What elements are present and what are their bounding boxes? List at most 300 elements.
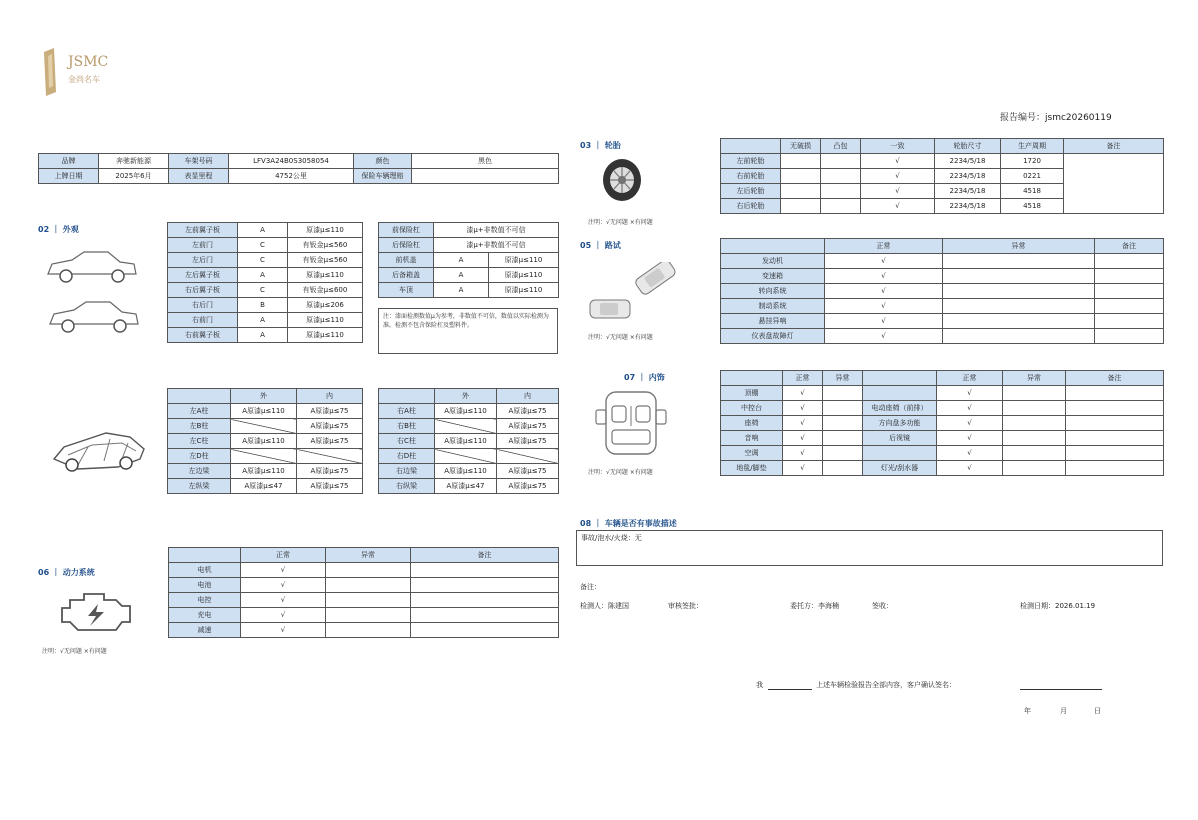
cell: 备注 xyxy=(1066,371,1164,386)
damage-box xyxy=(576,530,1163,566)
cell: 中控台 xyxy=(721,401,783,416)
cell xyxy=(1095,284,1164,299)
cell: 正常 xyxy=(937,371,1003,386)
seller: 委托方：李海楠 xyxy=(790,602,839,610)
label-insurance: 保险车辆理赔 xyxy=(354,169,412,184)
cell xyxy=(1003,401,1066,416)
cell xyxy=(326,623,411,638)
car-frame-icon xyxy=(48,425,148,477)
cell: A xyxy=(238,268,288,283)
table-row xyxy=(169,593,559,608)
table-row xyxy=(721,401,1164,416)
cell: A原漆μ≤110 xyxy=(435,464,497,479)
cell: 异常 xyxy=(943,239,1095,254)
cell: 正常 xyxy=(783,371,823,386)
cell: 地毯/脚垫 xyxy=(721,461,783,476)
cell: 1720 xyxy=(1001,154,1064,169)
cell xyxy=(231,419,297,434)
name-underline xyxy=(768,689,812,690)
cell: 左后翼子板 xyxy=(168,268,238,283)
paint-table-right xyxy=(378,222,559,298)
cell: 内 xyxy=(297,389,363,404)
cell: A原漆μ≤47 xyxy=(435,479,497,494)
table-row xyxy=(379,253,559,268)
table-row xyxy=(168,434,363,449)
cell: 转向系统 xyxy=(721,284,825,299)
cell: √ xyxy=(783,431,823,446)
cell: 左前门 xyxy=(168,238,238,253)
structure-table-right xyxy=(378,388,559,494)
table-row xyxy=(721,446,1164,461)
cell xyxy=(231,449,297,464)
table-row xyxy=(168,328,363,343)
cell: 左前翼子板 xyxy=(168,223,238,238)
cell: √ xyxy=(937,401,1003,416)
cell xyxy=(943,269,1095,284)
cell: 后备箱盖 xyxy=(379,268,434,283)
cell: 右后门 xyxy=(168,298,238,313)
section-title-power: 06 ｜ 动力系统 xyxy=(38,568,95,577)
cell xyxy=(823,461,863,476)
cell: A原漆μ≤75 xyxy=(497,464,559,479)
table-row xyxy=(169,623,559,638)
confirm-prefix: 我 xyxy=(756,681,763,689)
cell: A xyxy=(434,268,489,283)
caption-interior: 注明：√无问题 ×有问题 xyxy=(588,469,653,476)
cell: 右后翼子板 xyxy=(168,283,238,298)
cell: 右B柱 xyxy=(379,419,435,434)
cell: 4518 xyxy=(1001,184,1064,199)
cell: A原漆μ≤110 xyxy=(231,434,297,449)
cell: √ xyxy=(861,169,935,184)
table-row xyxy=(379,268,559,283)
table-row xyxy=(168,238,363,253)
cell: √ xyxy=(241,578,326,593)
cell xyxy=(823,386,863,401)
value-color: 黑色 xyxy=(412,154,559,169)
cell: 漆μ+非数值不可信 xyxy=(434,223,559,238)
cell: 减速 xyxy=(169,623,241,638)
cell: 座椅 xyxy=(721,416,783,431)
table-row xyxy=(168,464,363,479)
structure-table-left xyxy=(167,388,363,494)
cell xyxy=(1066,446,1164,461)
cell xyxy=(411,563,559,578)
table-row xyxy=(379,389,559,404)
cell xyxy=(1066,461,1164,476)
cell xyxy=(821,184,861,199)
table-row xyxy=(721,461,1164,476)
remarks-label: 备注： xyxy=(580,583,601,591)
cell xyxy=(943,254,1095,269)
cell: C xyxy=(238,253,288,268)
cell: A xyxy=(434,253,489,268)
cell: √ xyxy=(937,416,1003,431)
cell: √ xyxy=(241,623,326,638)
cell xyxy=(823,416,863,431)
cell: 正常 xyxy=(241,548,326,563)
table-row xyxy=(379,238,559,253)
cell: 原漆μ≤110 xyxy=(489,268,559,283)
cell: √ xyxy=(241,593,326,608)
cell: 方向盘多功能 xyxy=(863,416,937,431)
caption-road-test: 注明：√无问题 ×有问题 xyxy=(588,334,653,341)
cell: 4518 xyxy=(1001,199,1064,214)
cell xyxy=(863,371,937,386)
section-title-appearance: 02 ｜ 外观 xyxy=(38,225,79,234)
cell: 有钣金μ≤560 xyxy=(288,238,363,253)
table-row xyxy=(379,479,559,494)
table-row xyxy=(721,284,1164,299)
cell xyxy=(1095,254,1164,269)
table-row xyxy=(379,283,559,298)
cell xyxy=(497,449,559,464)
engine-icon xyxy=(56,586,136,636)
cell: 外 xyxy=(435,389,497,404)
date-month: 月 xyxy=(1060,707,1067,715)
cell: √ xyxy=(783,401,823,416)
value-mileage: 4752公里 xyxy=(229,169,354,184)
cell: √ xyxy=(937,461,1003,476)
cell: 轮胎尺寸 xyxy=(935,139,1001,154)
cell: 右D柱 xyxy=(379,449,435,464)
cell xyxy=(821,154,861,169)
table-row xyxy=(379,404,559,419)
cell: 内 xyxy=(497,389,559,404)
car-side-icon xyxy=(44,246,140,286)
cell: 左前轮胎 xyxy=(721,154,781,169)
cell: 原漆μ≤110 xyxy=(288,268,363,283)
cell: A原漆μ≤75 xyxy=(497,479,559,494)
table-row xyxy=(168,283,363,298)
logo xyxy=(40,46,140,98)
cell: 悬挂异响 xyxy=(721,314,825,329)
tire-table xyxy=(720,138,1164,214)
cell: 左后轮胎 xyxy=(721,184,781,199)
cell: 异常 xyxy=(823,371,863,386)
cell xyxy=(863,386,937,401)
table-row xyxy=(168,419,363,434)
table-row xyxy=(168,253,363,268)
cell xyxy=(435,449,497,464)
section-title-tires: 03 ｜ 轮胎 xyxy=(580,141,621,150)
cell: √ xyxy=(825,284,943,299)
table-row xyxy=(721,139,1164,154)
cell xyxy=(379,389,435,404)
table-row xyxy=(721,254,1164,269)
report-number: 报告编号：jsmc20260119 xyxy=(1000,113,1112,123)
caption-power: 注明：√无问题 ×有问题 xyxy=(42,648,107,655)
crash-cars-icon xyxy=(586,262,678,324)
cell: 有钣金μ≤560 xyxy=(288,253,363,268)
cell: C xyxy=(238,238,288,253)
cell: √ xyxy=(783,386,823,401)
cell xyxy=(821,199,861,214)
cell: A原漆μ≤75 xyxy=(297,419,363,434)
logo-mark-icon xyxy=(40,46,62,98)
cell xyxy=(1095,269,1164,284)
cell: A原漆μ≤75 xyxy=(497,434,559,449)
cell: 电控 xyxy=(169,593,241,608)
cell: 右A柱 xyxy=(379,404,435,419)
cell xyxy=(168,389,231,404)
cell xyxy=(169,548,241,563)
cell xyxy=(411,578,559,593)
cell: A原漆μ≤75 xyxy=(297,479,363,494)
cell: A原漆μ≤110 xyxy=(231,464,297,479)
table-row xyxy=(721,371,1164,386)
cell: 音响 xyxy=(721,431,783,446)
cell: 变速箱 xyxy=(721,269,825,284)
cell: 制动系统 xyxy=(721,299,825,314)
tire-remark-cell xyxy=(1064,154,1164,214)
cell: √ xyxy=(241,608,326,623)
table-row xyxy=(168,389,363,404)
cell: A原漆μ≤110 xyxy=(435,434,497,449)
cell: 仪表盘故障灯 xyxy=(721,329,825,344)
cell: √ xyxy=(825,269,943,284)
cell: 左纵梁 xyxy=(168,479,231,494)
cell: 左D柱 xyxy=(168,449,231,464)
cell xyxy=(1095,314,1164,329)
cell: 车顶 xyxy=(379,283,434,298)
cell: C xyxy=(238,283,288,298)
cell: √ xyxy=(937,431,1003,446)
cell xyxy=(411,608,559,623)
cell: √ xyxy=(825,314,943,329)
cell: 2234/5/18 xyxy=(935,199,1001,214)
cell xyxy=(297,449,363,464)
cell: 原漆μ≤206 xyxy=(288,298,363,313)
cell: √ xyxy=(861,184,935,199)
cell xyxy=(721,239,825,254)
paint-table-left xyxy=(167,222,363,343)
cell: 一致 xyxy=(861,139,935,154)
damage-content: 事故/泡水/火烧：无 xyxy=(581,534,642,542)
cell: 灯光/刮水器 xyxy=(863,461,937,476)
interior-table xyxy=(720,370,1164,476)
cell: √ xyxy=(783,446,823,461)
cell: 凸包 xyxy=(821,139,861,154)
cell: 右边梁 xyxy=(379,464,435,479)
value-insurance xyxy=(412,169,559,184)
cell xyxy=(721,139,781,154)
cell xyxy=(821,169,861,184)
table-row xyxy=(169,548,559,563)
cell: 后视镜 xyxy=(863,431,937,446)
cell xyxy=(1003,446,1066,461)
cell: 右纵梁 xyxy=(379,479,435,494)
cell: √ xyxy=(937,386,1003,401)
cell: 0221 xyxy=(1001,169,1064,184)
cell: √ xyxy=(937,446,1003,461)
cell: A原漆μ≤75 xyxy=(297,404,363,419)
table-row xyxy=(379,223,559,238)
table-row xyxy=(168,404,363,419)
cell xyxy=(1003,416,1066,431)
cell: 顶棚 xyxy=(721,386,783,401)
table-row xyxy=(721,299,1164,314)
label-mileage: 表显里程 xyxy=(169,169,229,184)
cell xyxy=(721,371,783,386)
cell: 外 xyxy=(231,389,297,404)
cell: 左A柱 xyxy=(168,404,231,419)
value-brand: 奔驰新能源 xyxy=(99,154,169,169)
cell: 2234/5/18 xyxy=(935,169,1001,184)
section-title-road-test: 05 ｜ 路试 xyxy=(580,241,621,250)
cell: √ xyxy=(861,199,935,214)
cell: 原漆μ≤110 xyxy=(288,328,363,343)
cell xyxy=(1066,431,1164,446)
table-row xyxy=(721,416,1164,431)
cell: 电动座椅（前排） xyxy=(863,401,937,416)
cell: A xyxy=(238,313,288,328)
value-vin: LFV3A24B0S3058054 xyxy=(229,154,354,169)
cell: A原漆μ≤75 xyxy=(297,434,363,449)
confirm-text: 上述车辆检验报告全部内容，客户确认签名： xyxy=(816,681,956,689)
cell: A xyxy=(238,223,288,238)
cell xyxy=(435,419,497,434)
cell xyxy=(1095,329,1164,344)
table-row xyxy=(39,154,559,169)
buyer: 签收： xyxy=(872,602,893,610)
table-row xyxy=(168,268,363,283)
cell: 2234/5/18 xyxy=(935,154,1001,169)
cell: 异常 xyxy=(1003,371,1066,386)
cell: √ xyxy=(783,416,823,431)
cell: A原漆μ≤110 xyxy=(435,404,497,419)
cell xyxy=(1066,401,1164,416)
cell: A xyxy=(434,283,489,298)
cell: 备注 xyxy=(1095,239,1164,254)
cell xyxy=(1095,299,1164,314)
cell: 右前翼子板 xyxy=(168,328,238,343)
cell: 发动机 xyxy=(721,254,825,269)
cell: √ xyxy=(861,154,935,169)
table-row xyxy=(168,298,363,313)
label-brand: 品牌 xyxy=(39,154,99,169)
paint-note: 注：漆面检测数值μ为参考，非数值不可信，数值以实际检测为准。检测不包含保险杠及塑料件。 xyxy=(378,308,558,354)
logo-sub: 金尚名车 xyxy=(68,75,100,84)
cell: 右前轮胎 xyxy=(721,169,781,184)
cell xyxy=(1003,386,1066,401)
cell: 左边梁 xyxy=(168,464,231,479)
tire-icon xyxy=(600,157,644,203)
inspection-date: 检测日期：2026.01.19 xyxy=(1020,602,1096,610)
cell: 右前门 xyxy=(168,313,238,328)
cell xyxy=(1066,386,1164,401)
table-row xyxy=(379,449,559,464)
cell: 左B柱 xyxy=(168,419,231,434)
cell: 电机 xyxy=(169,563,241,578)
cell xyxy=(1066,416,1164,431)
cell: 无破损 xyxy=(781,139,821,154)
cell: √ xyxy=(825,329,943,344)
table-row xyxy=(721,239,1164,254)
cell: √ xyxy=(241,563,326,578)
cell xyxy=(326,593,411,608)
table-row xyxy=(39,169,559,184)
cell: 前保险杠 xyxy=(379,223,434,238)
cell: 空调 xyxy=(721,446,783,461)
section-title-interior: 07 ｜ 内饰 xyxy=(624,373,665,382)
section-title-damage: 08 ｜ 车辆是否有事故描述 xyxy=(580,519,677,528)
cell: 备注 xyxy=(411,548,559,563)
car-side-icon xyxy=(46,296,142,336)
cell: 原漆μ≤110 xyxy=(489,283,559,298)
cell xyxy=(943,284,1095,299)
road-test-table xyxy=(720,238,1164,344)
cell xyxy=(943,314,1095,329)
cell: A原漆μ≤75 xyxy=(297,464,363,479)
cell: 有钣金μ≤600 xyxy=(288,283,363,298)
power-table xyxy=(168,547,559,638)
cell xyxy=(943,299,1095,314)
cell: 左C柱 xyxy=(168,434,231,449)
cell: 左后门 xyxy=(168,253,238,268)
table-row xyxy=(168,479,363,494)
cell: A xyxy=(238,328,288,343)
table-row xyxy=(721,154,1164,169)
table-row xyxy=(379,419,559,434)
value-reg-date: 2025年6月 xyxy=(99,169,169,184)
table-row xyxy=(721,431,1164,446)
cell: √ xyxy=(783,461,823,476)
table-row xyxy=(169,578,559,593)
cell: √ xyxy=(825,299,943,314)
cell: A原漆μ≤75 xyxy=(497,419,559,434)
table-row xyxy=(168,223,363,238)
cell xyxy=(781,184,821,199)
caption-tires: 注明：√无问题 ×有问题 xyxy=(588,219,653,226)
label-color: 颜色 xyxy=(354,154,412,169)
cell: B xyxy=(238,298,288,313)
cell xyxy=(781,169,821,184)
table-row xyxy=(169,608,559,623)
vehicle-info-table xyxy=(38,153,559,184)
cell: 原漆μ≤110 xyxy=(489,253,559,268)
table-row xyxy=(721,269,1164,284)
cell: 充电 xyxy=(169,608,241,623)
table-row xyxy=(168,313,363,328)
car-interior-icon xyxy=(594,388,668,458)
cell: A原漆μ≤75 xyxy=(497,404,559,419)
cell xyxy=(326,563,411,578)
inspector: 检测人：陈建国 xyxy=(580,602,629,610)
table-row xyxy=(721,329,1164,344)
cell: 生产周期 xyxy=(1001,139,1064,154)
cell: 备注 xyxy=(1064,139,1164,154)
cell: 原漆μ≤110 xyxy=(288,223,363,238)
cell: 漆μ+非数值不可信 xyxy=(434,238,559,253)
cell xyxy=(411,623,559,638)
table-row xyxy=(721,386,1164,401)
cell xyxy=(863,446,937,461)
table-row xyxy=(169,563,559,578)
logo-brand: JSMC xyxy=(68,54,109,70)
label-vin: 车架号码 xyxy=(169,154,229,169)
table-row xyxy=(379,464,559,479)
cell: 后保险杠 xyxy=(379,238,434,253)
cell: 异常 xyxy=(326,548,411,563)
cell xyxy=(823,446,863,461)
cell xyxy=(326,578,411,593)
cell xyxy=(781,154,821,169)
label-reg-date: 上牌日期 xyxy=(39,169,99,184)
cell xyxy=(943,329,1095,344)
cell: √ xyxy=(825,254,943,269)
cell xyxy=(1003,431,1066,446)
